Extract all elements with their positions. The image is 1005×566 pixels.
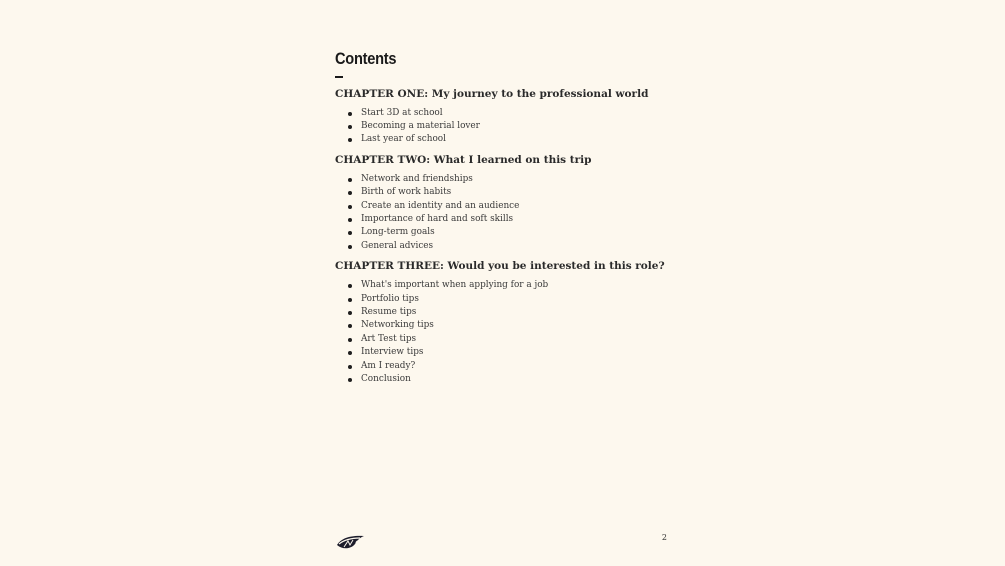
list-item [348, 360, 675, 373]
list-item [348, 306, 675, 319]
bullet-icon [348, 284, 352, 288]
list-item [348, 240, 675, 253]
brand-logo-icon [335, 532, 367, 552]
chapter-one-list [335, 107, 675, 147]
list-item [348, 120, 675, 133]
list-item-label: Network and friendships [361, 173, 473, 184]
chapter-three-list [335, 279, 675, 386]
list-item-label: Portfolio tips [361, 293, 419, 304]
bullet-icon [348, 311, 352, 315]
bullet-icon [348, 125, 352, 129]
list-item [348, 333, 675, 346]
bullet-icon [348, 324, 352, 328]
list-item-label: Start 3D at school [361, 107, 443, 118]
list-item [348, 346, 675, 359]
list-item [348, 373, 675, 386]
bullet-icon [348, 218, 352, 222]
bullet-icon [348, 351, 352, 355]
bullet-icon [348, 191, 352, 195]
page-number: 2 [661, 533, 667, 542]
bullet-icon [348, 245, 352, 249]
list-item-label: Networking tips [361, 320, 434, 331]
bullet-icon [348, 138, 352, 142]
chapter-three-heading: CHAPTER THREE: Would you be interested in this role? [335, 260, 665, 273]
list-item [348, 186, 675, 199]
bullet-icon [348, 298, 352, 302]
list-item [348, 226, 675, 239]
list-item-label: Interview tips [361, 347, 424, 358]
list-item-label: Art Test tips [361, 333, 417, 344]
list-item [348, 213, 675, 226]
list-item-label: General advices [361, 240, 434, 251]
page-title: Contents [335, 49, 397, 68]
chapter-two-heading: CHAPTER TWO: What I learned on this trip [335, 153, 592, 166]
bullet-icon [348, 231, 352, 235]
chapter-two-list [335, 173, 675, 253]
bullet-icon [348, 338, 352, 342]
bullet-icon [348, 178, 352, 182]
list-item-label: Becoming a material lover [361, 120, 480, 131]
title-underline [335, 76, 343, 78]
bullet-icon [348, 378, 352, 382]
list-item-label: Resume tips [361, 306, 417, 317]
bullet-icon [348, 365, 352, 369]
list-item-label: Birth of work habits [361, 187, 452, 198]
list-item [348, 173, 675, 186]
list-item [348, 279, 675, 292]
chapter-one-heading: CHAPTER ONE: My journey to the professional world [335, 87, 649, 100]
list-item-label: Create an identity and an audience [361, 200, 520, 211]
list-item-label: Long-term goals [361, 227, 435, 238]
list-item-label: Last year of school [361, 134, 446, 145]
bullet-icon [348, 205, 352, 209]
list-item-label: Am I ready? [361, 360, 416, 371]
list-item-label: Conclusion [361, 374, 411, 384]
table-of-contents [335, 48, 675, 391]
list-item [348, 293, 675, 306]
list-item [348, 319, 675, 332]
list-item [348, 133, 675, 146]
list-item-label: Importance of hard and soft skills [361, 213, 514, 224]
bullet-icon [348, 112, 352, 116]
list-item [348, 107, 675, 120]
list-item-label: What's important when applying for a job [361, 280, 549, 291]
list-item [348, 200, 675, 213]
